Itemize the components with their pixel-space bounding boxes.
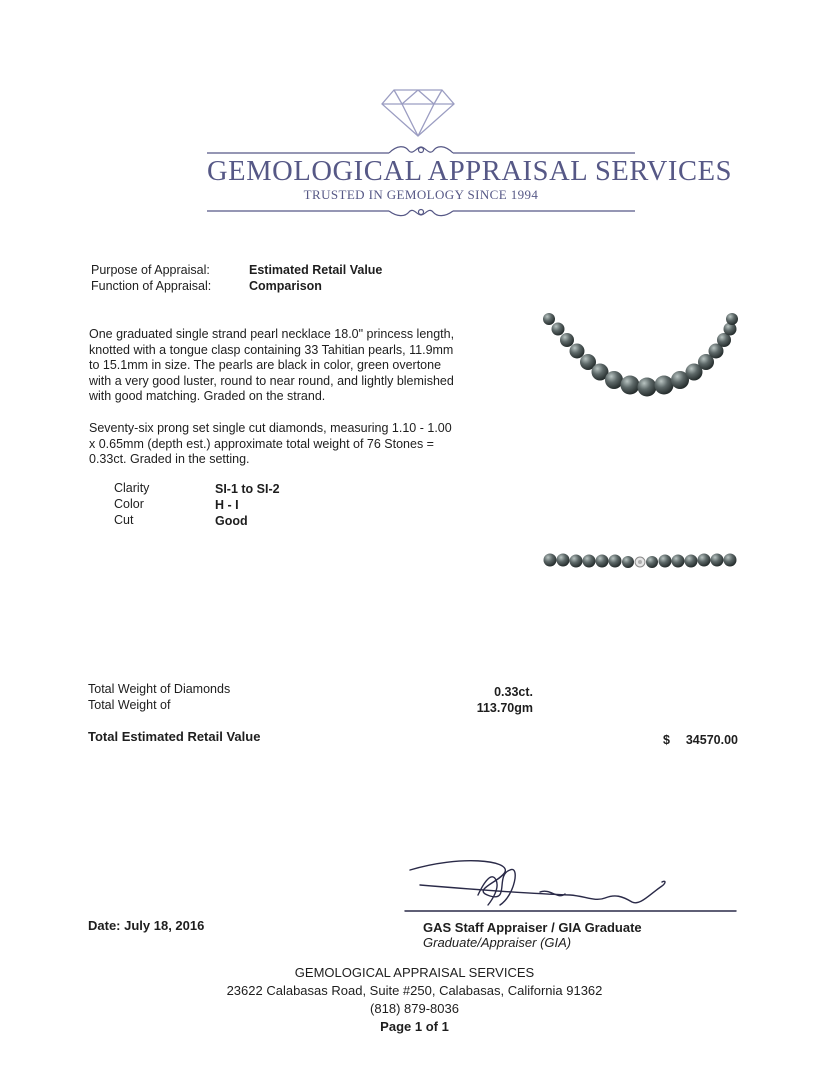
pearl-clasp-photo [540,545,740,575]
footer-address: 23622 Calabasas Road, Suite #250, Calabasas, California 91362 [226,983,603,998]
total-retail-label: Total Estimated Retail Value [88,729,261,744]
handwritten-signature [400,850,740,920]
total-retail-value: 34570.00 [685,733,738,747]
function-value: Comparison [249,279,322,293]
pearl-necklace-photo [535,305,745,415]
pearl-description [89,327,509,405]
retail-currency: $ [663,733,670,747]
appraiser-subtitle: Graduate/Appraiser (GIA) [423,935,572,950]
description-line: 0.33ct. Graded in the setting. [89,452,250,466]
diamond-description [89,421,509,468]
description-line: Seventy-six prong set single cut diamonds, measuring 1.10 - 1.00 [89,421,452,435]
function-label: Function of Appraisal: [91,279,212,293]
total-weight-value: 113.70gm [476,701,533,715]
description-line: to 15.1mm in size. The pearls are black in color, green overtone [89,358,442,372]
purpose-label: Purpose of Appraisal: [91,263,210,277]
footer-phone: (818) 879-8036 [370,1001,459,1016]
footer-company: GEMOLOGICAL APPRAISAL SERVICES [294,965,535,980]
color-value: H - I [215,498,239,512]
color-label: Color [114,497,144,511]
company-name: GEMOLOGICAL APPRAISAL SERVICES [207,156,733,187]
diamond-icon [380,88,456,138]
description-line: x 0.65mm (depth est.) approximate total weight of 76 Stones = [89,436,434,451]
cut-value: Good [215,514,248,528]
description-line: One graduated single strand pearl necklace 18.0" princess length, [89,327,455,341]
company-tagline: TRUSTED IN GEMOLOGY SINCE 1994 [303,187,539,202]
total-weight-label: Total Weight of [88,698,171,712]
description-line: with a very good luster, round to near round, and lightly blemished [89,373,454,388]
description-line: with good matching. Graded on the strand. [89,389,326,403]
description-line: knotted with a tongue clasp containing 33 Tahitian pearls, 11.9mm [89,342,454,357]
appraisal-date: Date: July 18, 2016 [88,918,205,933]
appraiser-title: GAS Staff Appraiser / GIA Graduate [423,920,642,935]
bottom-ornament-divider [207,204,635,218]
purpose-value: Estimated Retail Value [249,263,383,277]
clarity-label: Clarity [114,481,150,495]
total-diamond-weight-label: Total Weight of Diamonds [88,682,231,696]
page-number: Page 1 of 1 [380,1019,449,1034]
cut-label: Cut [114,513,134,527]
top-ornament-divider [207,143,635,157]
total-diamond-weight-value: 0.33ct. [494,685,533,699]
logo [0,0,829,230]
clarity-value: SI-1 to SI-2 [215,482,280,496]
